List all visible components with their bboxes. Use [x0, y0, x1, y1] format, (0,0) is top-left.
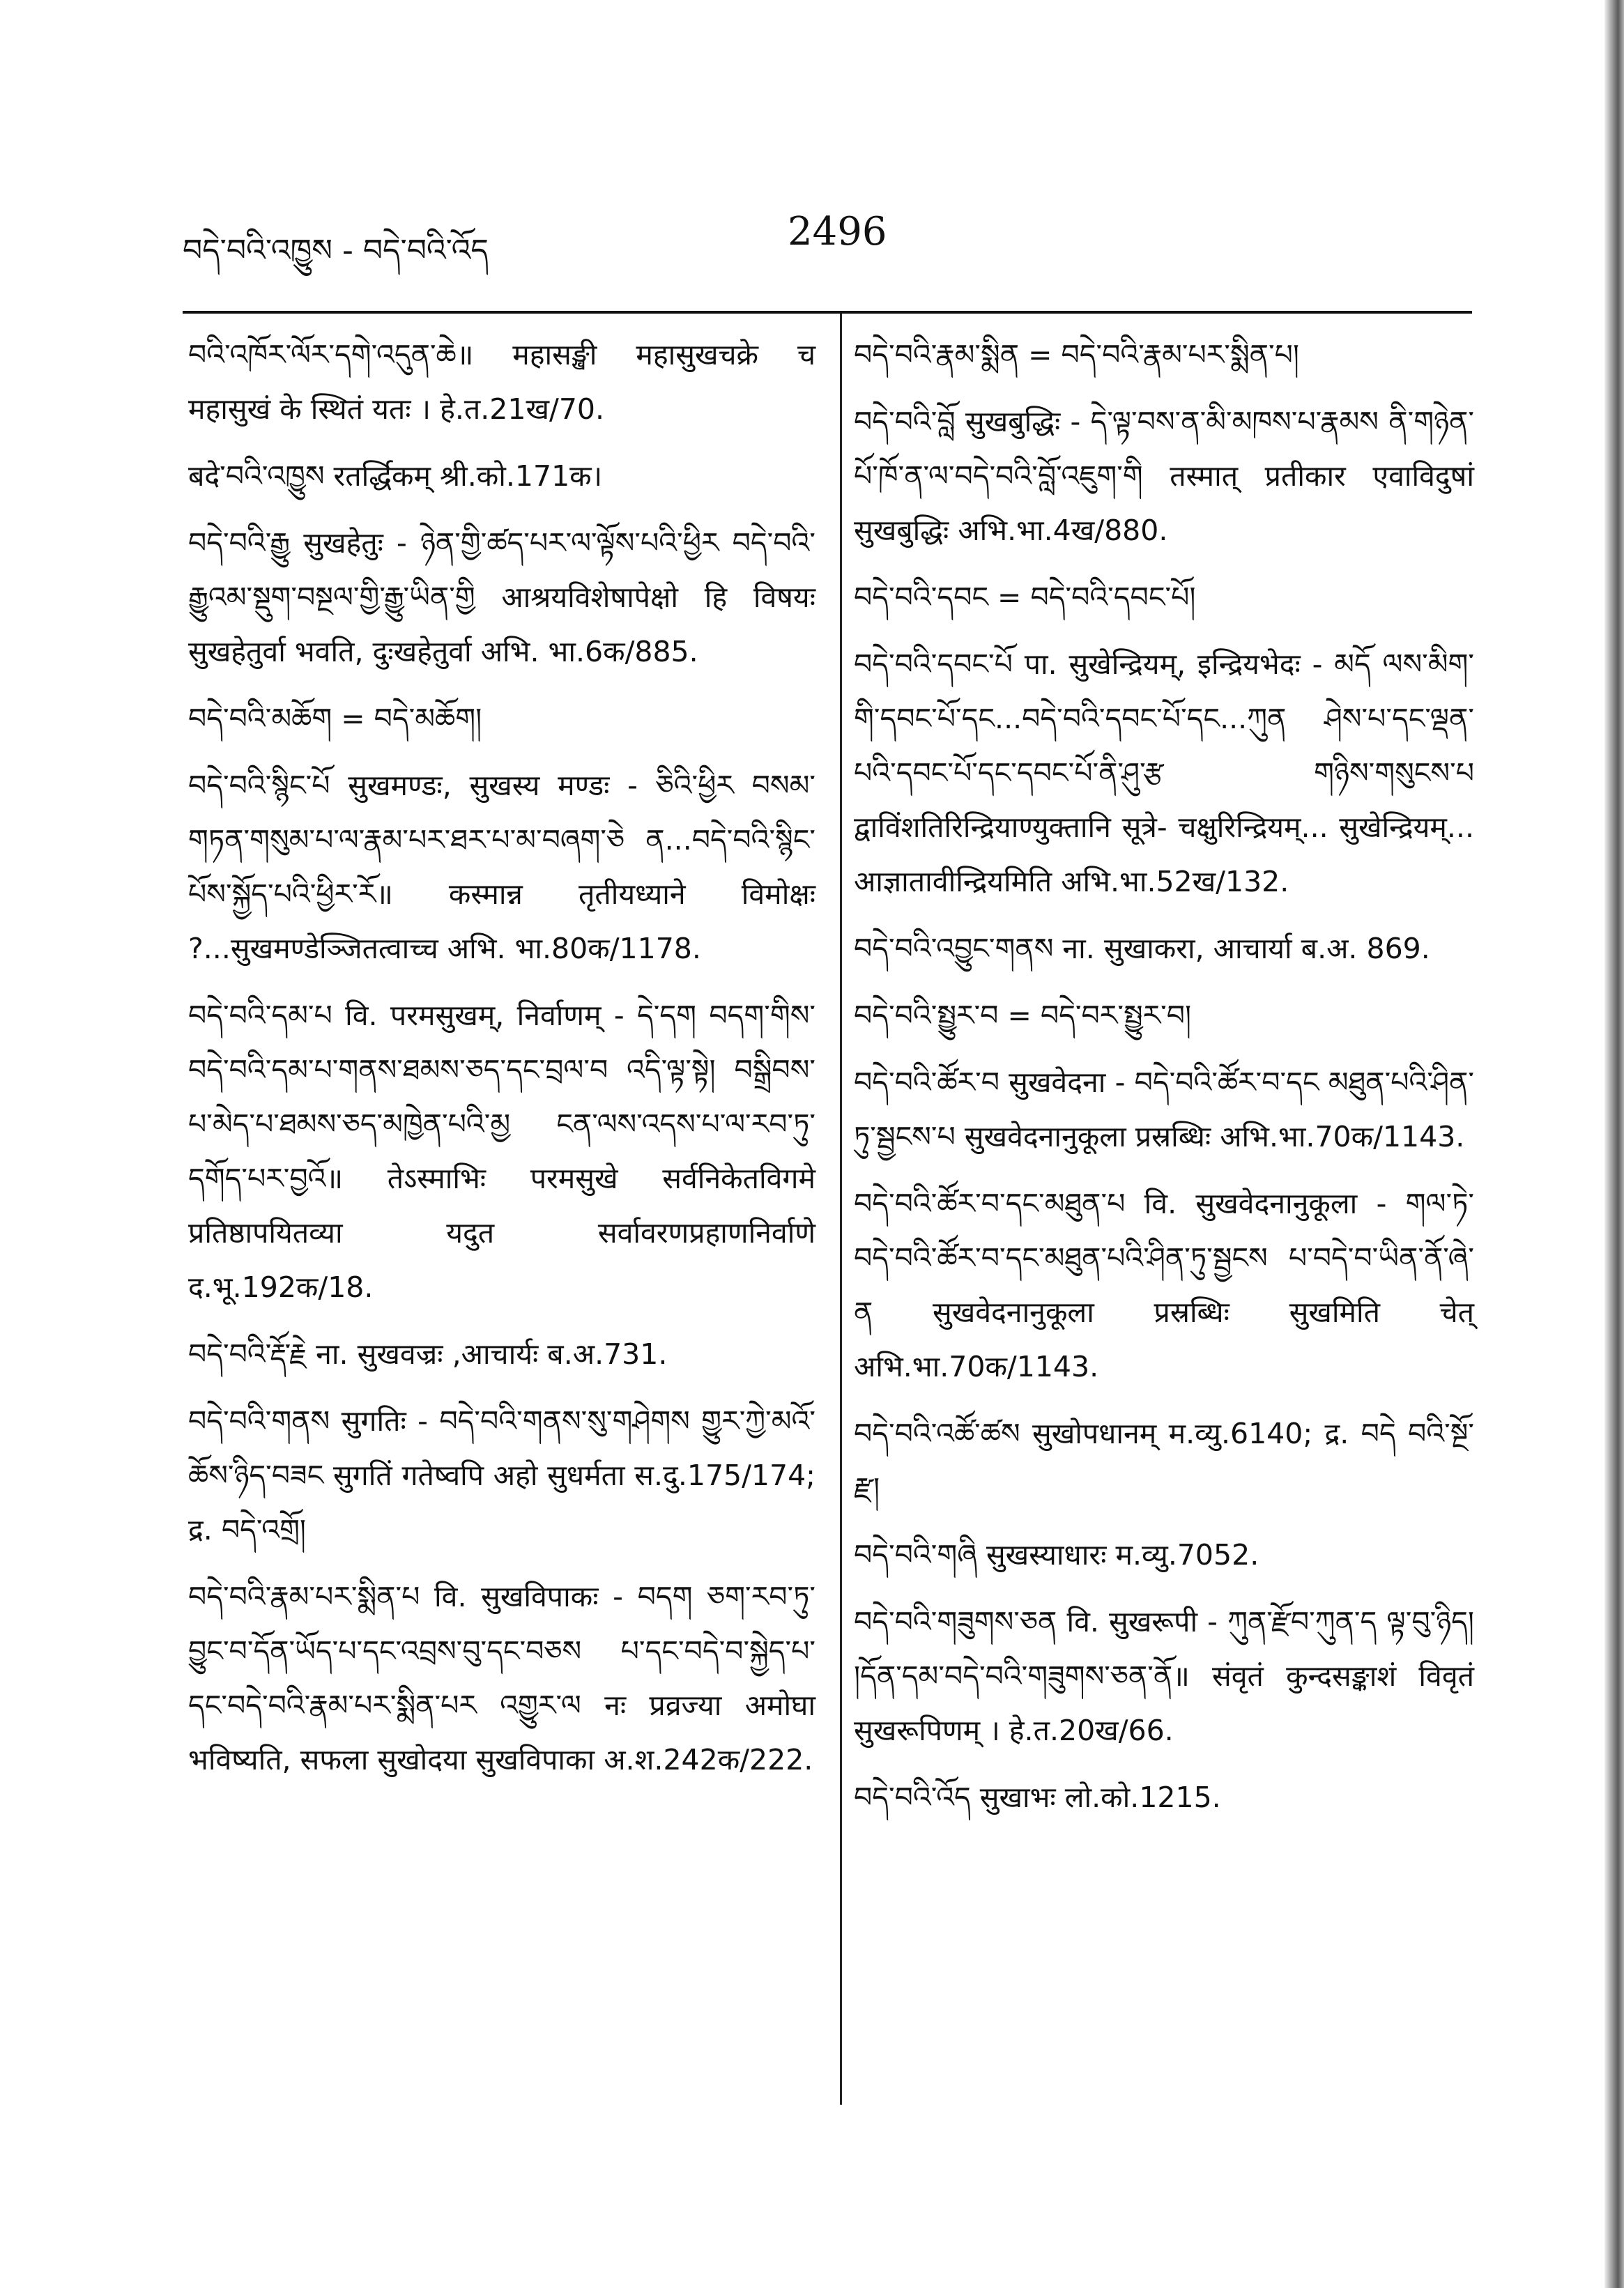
entry-text: बदे་བའི་འཁྱུས रतर्द्धिकम् श्री.को.171क।	[188, 459, 603, 493]
header-rule	[183, 311, 1472, 314]
scan-edge-shadow	[1604, 0, 1624, 2288]
page-number: 2496	[788, 209, 887, 254]
dictionary-entry	[188, 758, 815, 976]
entry-text: བདེ་བའི་སྙིང་པོ सुखमण्डः, सुखस्य मण्डः - ཅིའི་ཕྱིར བསམ་གཏན་གསུམ་པ་ལ་རྣམ་པར་ཐར་པ་མ་བཞག་ཅེ ན...བདེ་བའི་སྙིང་པོས་སྐྱོད་པའི་ཕྱིར་རོ॥ कस्मान्न तृतीयध्याने विमोक्षः ?...सुखमण्डेञ्जितत्वाच्च अभि. भा.80क/1178.	[188, 769, 815, 965]
entry-text: བདེ་བའི་དབང་པོ पा. सुखेन्द्रियम्, इन्द्रियभेदः - མདོ ལས་མིག་གི་དབང་པོ་དང...བདེ་བའི་དབང་པོ་དང...ཀུན ཤེས་པ་དང་ལྡན་པའི་དབང་པོ་དང་དབང་པོ་ནི་ཤུ་རྩ གཉིས་གསུངས་པ द्वाविंशतिरिन्द्रियाण्युक्तानि सूत्रे- चक्षुरिन्द्रियम्... सुखेन्द्रियम्... आज्ञातावीन्द्रियमिति अभि.भा.52ख/132.	[854, 647, 1474, 898]
entry-text: བདེ་བའི་དམ་པ वि. परमसुखम्, निर्वाणम् - དེ་དག བདག་གིས་བདེ་བའི་དམ་པ་གནས་ཐམས་ཅད་དང་བྲལ་བ འདི་ལྟ་སྟེ། བསྒྲིབས་པ་མེད་པ་ཐམས་ཅད་མཁྱེན་པའི་མྱ ངན་ལས་འདས་པ་ལ་རབ་ཏུ་དགོད་པར་བྱའོ॥ तेऽस्माभिः परमसुखे सर्वनिकेतविगमे प्रतिष्ठापयितव्या यदुत सर्वावरणप्रहाणनिर्वाणे द.भू.192क/18.	[188, 999, 815, 1304]
right-column	[854, 328, 1474, 1837]
dictionary-entry	[188, 1394, 815, 1557]
dictionary-entry	[854, 1176, 1474, 1394]
dictionary-entry	[854, 1055, 1474, 1164]
dictionary-entry	[854, 1528, 1474, 1582]
entry-text: བདེ་བའི་རྣམ་སྨིན = བདེ་བའི་རྣམ་པར་སྨིན་པ།	[854, 338, 1299, 371]
dictionary-entry	[188, 516, 815, 679]
entry-text: བདེ་བའི་གཞི सुखस्याधारः म.व्यु.7052.	[854, 1538, 1259, 1572]
entry-text: བདེ་བའི་རྡོ་རྗེ ना. सुखवज्रः ,आचार्यः ब.अ.731.	[188, 1337, 668, 1371]
dictionary-entry	[854, 637, 1474, 909]
running-head: བདེ་བའི་འཁྱུས - བདེ་བའི་འོད	[183, 233, 489, 268]
entry-text: བདེ་བའི་འོད सुखाभः लो.को.1215.	[854, 1781, 1221, 1814]
dictionary-entry	[854, 1595, 1474, 1758]
column-divider	[840, 314, 842, 2105]
entry-text: བདེ་བའི་ཚོར་བ་དང་མཐུན་པ वि. सुखवेदनानुकूला - གལ་ཏེ་བདེ་བའི་ཚོར་བ་དང་མཐུན་པའི་ཤིན་ཏུ་སྦྱངས པ་བདེ་བ་ཡིན་ནོ་ཞེ་ན सुखवेदनानुकूला प्रस्रब्धिः सुखमिति चेत् अभि.भा.70क/1143.	[854, 1187, 1474, 1383]
entry-text: བདེ་བའི་ཚོར་བ सुखवेदना - བདེ་བའི་ཚོར་བ་དང མཐུན་པའི་ཤིན་ཏུ་སྦྱངས་པ सुखवेदनानुकूला प्रस्रब्धिः अभि.भा.70क/1143.	[854, 1066, 1474, 1153]
dictionary-entry	[854, 1406, 1474, 1515]
dictionary-entry	[188, 328, 815, 436]
dictionary-entry	[188, 1327, 815, 1381]
dictionary-entry	[854, 921, 1474, 976]
entry-text: བདེ་བའི་གནས सुगतिः - བདེ་བའི་གནས་སུ་གཤེགས གྱུར་ཀྱེ་མའོ་ཆོས་ཉིད་བཟང सुगतिं गतेष्वपि अहो सुधर्मता स.दु.175/174; द्र. བདེ་འགྲོ།	[188, 1404, 815, 1546]
entry-text: བདེ་བའི་སྤྱུར་བ = བདེ་བར་སྤྱུར་བ།	[854, 999, 1192, 1032]
dictionary-entry	[854, 328, 1474, 382]
dictionary-entry	[188, 691, 815, 746]
dictionary-entry	[854, 394, 1474, 558]
dictionary-entry	[188, 1569, 815, 1787]
left-column	[188, 328, 815, 1799]
entry-text: བདེ་བའི་དབང = བདེ་བའི་དབང་པོ།	[854, 581, 1196, 614]
entry-text: བདེ་བའི་བློ सुखबुद्धिः - དེ་ལྟ་བས་ན་མི་མཁས་པ་རྣམས ནི་གཉེན་པོ་ཁོ་ན་ལ་བདེ་བའི་བློ་འཇུག་གི तस्मात् प्रतीकार एवाविदुषां सुखबुद्धिः अभि.भा.4ख/880.	[854, 405, 1474, 547]
dictionary-entry	[854, 570, 1474, 624]
entry-text: བདེ་བའི་འཚོ་ཚས सुखोपधानम् म.व्यु.6140; द्र. བདེ བའི་སྔོ་རྫ།	[854, 1417, 1474, 1505]
entry-text: བདེ་བའི་རྣམ་པར་སྨིན་པ वि. सुखविपाकः - བདག ཅག་རབ་ཏུ་བྱུང་བ་དོན་ཡོད་པ་དང་འབྲས་བུ་དང་བཅས པ་དང་བདེ་བ་སྐྱེད་པ་དང་བདེ་བའི་རྣམ་པར་སྨིན་པར འགྱུར་ལ नः प्रव्रज्या अमोघा भविष्यति, सफला सुखोदया सुखविपाका अ.श.242क/222.	[188, 1580, 815, 1776]
dictionary-entry	[854, 988, 1474, 1043]
entry-text: བའི་འཁོར་ལོར་དགེ་འདུན་ཆེ॥ महासङ्खी महासुखचक्रे च महासुखं के स्थितं यतः । हे.त.21ख/70.	[188, 338, 815, 426]
entry-text: བདེ་བའི་རྒྱུ सुखहेतुः - ཉེན་གྱི་ཚད་པར་ལ་ལྟོས་པའི་ཕྱིར བདེ་བའི་རྒྱུའམ་སྡུག་བསྔལ་གྱི་རྒྱུ་ཡིན་གྱི आश्रयविशेषापेक्षो हि विषयः सुखहेतुर्वा भवति, दुःखहेतुर्वा अभि. भा.6क/885.	[188, 526, 815, 668]
entry-text: བདེ་བའི་མཆོག = བདེ་མཆོག།	[188, 702, 482, 735]
page-header	[183, 209, 1472, 272]
dictionary-entry	[854, 1770, 1474, 1825]
dictionary-entry	[188, 449, 815, 503]
entry-text: བདེ་བའི་འབྱུང་གནས ना. सुखाकरा, आचार्या ब.अ. 869.	[854, 932, 1430, 965]
dictionary-entry	[188, 988, 815, 1314]
entry-text: བདེ་བའི་གཟུགས་ཅན वि. सुखरूपी - ཀུན་རྫོབ་ཀུན་ད ལྟ་བུ་ཉིད། །དོན་དམ་བདེ་བའི་གཟུགས་ཅན་ནོ॥ संवृतं कुन्दसङ्काशं विवृतं सुखरूपिणम् । हे.त.20ख/66.	[854, 1605, 1474, 1747]
